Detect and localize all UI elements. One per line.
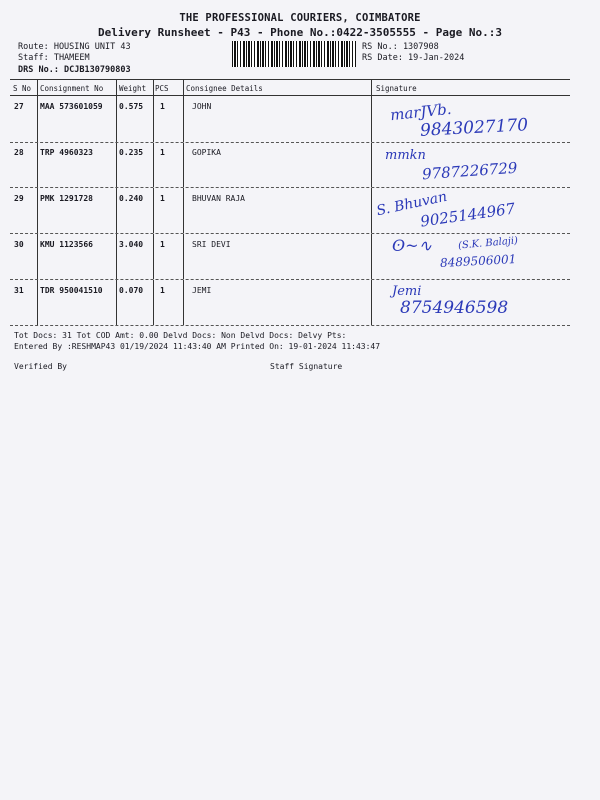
table-row-consignee: BHUVAN RAJA — [192, 194, 245, 203]
col-divider — [183, 79, 184, 95]
col-divider — [183, 280, 184, 325]
totals-line: Tot Docs: 31 Tot COD Amt: 0.00 Delvd Docs: Non Delvd Docs: Delvy Pts: — [14, 331, 347, 340]
table-row-consignment: KMU 1123566 — [40, 240, 93, 249]
col-header-consignment: Consignment No — [40, 84, 104, 93]
table-row-sno: 27 — [14, 102, 24, 111]
col-divider — [37, 79, 38, 95]
col-divider — [116, 96, 117, 142]
runsheet-title: Delivery Runsheet - P43 - Phone No.:0422-3505555 - Page No.:3 — [98, 26, 502, 39]
table-row-pcs: 1 — [160, 286, 165, 295]
signature-phone: 9025144967 — [419, 199, 517, 231]
table-row-consignee: SRI DEVI — [192, 240, 231, 249]
table-row-weight: 3.040 — [119, 240, 144, 249]
col-header-signature: Signature — [376, 84, 417, 93]
rs-number: RS No.: 1307908 — [362, 42, 439, 52]
col-divider — [153, 188, 154, 233]
barcode — [232, 41, 356, 67]
col-divider — [371, 96, 372, 142]
table-row-weight: 0.235 — [119, 148, 144, 157]
staff-signature-label: Staff Signature — [270, 362, 343, 371]
table-header-rule — [10, 95, 570, 96]
table-row-consignee: GOPIKA — [192, 148, 221, 157]
table-row-consignee: JEMI — [192, 286, 212, 295]
table-row-consignment: MAA 573601059 — [40, 102, 103, 111]
row-divider — [10, 325, 570, 326]
table-top-rule — [10, 79, 570, 80]
col-divider — [37, 143, 38, 187]
signature-name: mmkn — [385, 148, 426, 163]
table-row-sno: 31 — [14, 286, 24, 295]
route-label: Route: HOUSING UNIT 43 — [18, 42, 131, 52]
col-header-weight: Weight — [119, 84, 147, 93]
col-divider — [37, 96, 38, 142]
col-divider — [37, 280, 38, 325]
col-header-consignee: Consignee Details — [186, 84, 263, 93]
col-divider — [153, 234, 154, 279]
col-divider — [116, 143, 117, 187]
table-row-pcs: 1 — [160, 240, 165, 249]
signature-name: (S.K. Balaji) — [457, 235, 519, 252]
signature-phone: 9787226729 — [421, 158, 518, 184]
col-divider — [116, 234, 117, 279]
table-row-sno: 30 — [14, 240, 24, 249]
col-divider — [371, 79, 372, 95]
col-divider — [153, 280, 154, 325]
col-divider — [371, 188, 372, 233]
col-divider — [153, 143, 154, 187]
signature-name: S. Bhuvan — [375, 188, 449, 220]
company-title: THE PROFESSIONAL COURIERS, COIMBATORE — [179, 12, 421, 24]
col-divider — [116, 79, 117, 95]
col-divider — [116, 280, 117, 325]
table-row-pcs: 1 — [160, 148, 165, 157]
signature-phone: 8754946598 — [400, 298, 509, 318]
col-divider — [37, 234, 38, 279]
col-header-pcs: PCS — [155, 84, 169, 93]
col-divider — [153, 96, 154, 142]
drs-number: DRS No.: DCJB130790803 — [18, 65, 131, 75]
signature-phone: 9843027170 — [419, 115, 529, 141]
col-header-sno: S No — [13, 84, 32, 93]
signature-scribble: ʘ~∿ — [392, 236, 432, 255]
col-divider — [183, 96, 184, 142]
table-row-weight: 0.240 — [119, 194, 144, 203]
verified-by-label: Verified By — [14, 362, 67, 371]
table-row-sno: 28 — [14, 148, 24, 157]
col-divider — [371, 143, 372, 187]
col-divider — [183, 234, 184, 279]
col-divider — [37, 188, 38, 233]
table-row-pcs: 1 — [160, 194, 165, 203]
col-divider — [183, 188, 184, 233]
col-divider — [153, 79, 154, 95]
rs-date: RS Date: 19-Jan-2024 — [362, 53, 465, 63]
col-divider — [116, 188, 117, 233]
entered-by-line: Entered By :RESHMAP43 01/19/2024 11:43:40 AM Printed On: 19-01-2024 11:43:47 — [14, 342, 381, 351]
row-divider — [10, 233, 570, 234]
row-divider — [10, 142, 570, 143]
signature-name: Jemi — [392, 284, 422, 299]
table-row-sno: 29 — [14, 194, 24, 203]
table-row-pcs: 1 — [160, 102, 165, 111]
row-divider — [10, 187, 570, 188]
row-divider — [10, 279, 570, 280]
col-divider — [183, 143, 184, 187]
table-row-weight: 0.070 — [119, 286, 144, 295]
table-row-consignment: TDR 950041510 — [40, 286, 103, 295]
table-row-consignee: JOHN — [192, 102, 212, 111]
signature-name: marJVb. — [389, 99, 453, 125]
staff-label: Staff: THAMEEM — [18, 53, 90, 63]
col-divider — [371, 234, 372, 279]
table-row-consignment: PMK 1291728 — [40, 194, 93, 203]
table-row-consignment: TRP 4960323 — [40, 148, 93, 157]
table-row-weight: 0.575 — [119, 102, 144, 111]
signature-phone: 8489506001 — [439, 252, 517, 270]
col-divider — [371, 280, 372, 325]
